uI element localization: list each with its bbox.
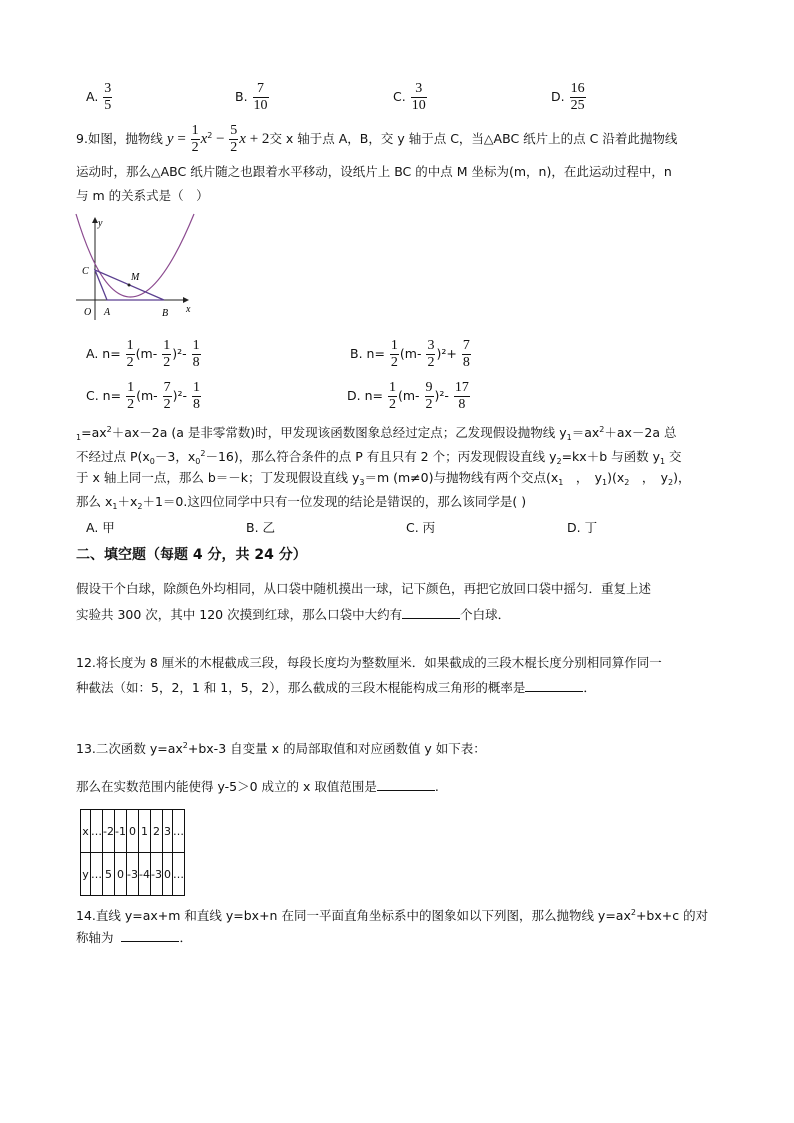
eq-y: y — [166, 131, 174, 147]
option-label: A. — [86, 89, 99, 104]
fraction — [454, 381, 470, 412]
fraction — [126, 381, 135, 412]
q13-value-table — [80, 809, 185, 896]
q8-option-c — [393, 82, 428, 113]
text: ＋1＝0.这四位同学中只有一位发现的结论是错误的，那么该同学是( ) — [142, 494, 527, 509]
fraction — [570, 82, 586, 113]
label-x: x — [186, 304, 191, 315]
table-cell: 3 — [162, 810, 172, 853]
text: . — [434, 779, 439, 794]
section-heading-fill-in: 二、填空题（每题 4 分，共 24 分） — [76, 547, 307, 563]
denominator: 2 — [388, 397, 396, 412]
option-label: C. — [393, 89, 406, 104]
numerator: 1 — [388, 380, 396, 395]
fraction — [162, 339, 171, 370]
parabola-curve — [76, 214, 194, 297]
table-cell: 2 — [150, 810, 162, 853]
label-o: O — [84, 307, 92, 318]
denominator: 2 — [390, 355, 398, 370]
eq-plus-two: + 2 — [245, 131, 270, 147]
fraction — [462, 339, 471, 370]
table-cell: -3 — [127, 853, 139, 896]
answer-blank — [121, 930, 179, 942]
denominator: 2 — [163, 397, 171, 412]
text: =kx＋b 与函数 y — [561, 449, 660, 464]
superscript: 2 — [200, 449, 206, 458]
fraction — [126, 339, 135, 370]
table-cell: 1 — [138, 810, 150, 853]
numerator: 16 — [570, 81, 585, 96]
table-cell: -1 — [115, 810, 127, 853]
answer-blank — [377, 779, 435, 791]
denominator: 2 — [427, 355, 435, 370]
q9-option-c — [86, 381, 202, 412]
table-row-y — [81, 853, 185, 896]
q14-line1 — [76, 901, 708, 927]
option-mid: (m- — [136, 388, 158, 403]
label-c: C — [82, 266, 89, 277]
text: 种截法（如：5，2，1 和 1，5，2），那么截成的三段木棍能构成三角形的概率是 — [76, 680, 526, 695]
text: 称轴为 — [76, 930, 114, 945]
option-label: B. n= — [350, 346, 385, 361]
q9-line3: 与 m 的关系式是（ ） — [76, 188, 209, 203]
option-label: D. — [551, 89, 565, 104]
text: )(x — [607, 470, 625, 485]
fraction — [388, 381, 397, 412]
subscript: 2 — [137, 502, 143, 511]
eq-minus: − — [212, 131, 229, 147]
fraction — [192, 339, 201, 370]
denominator: 10 — [253, 98, 268, 113]
numerator: 17 — [454, 380, 469, 395]
numerator: 1 — [192, 338, 200, 353]
label-a: A — [104, 307, 111, 318]
q10-option-a: A. 甲 — [86, 520, 115, 535]
subscript: 1 — [602, 478, 608, 487]
q8-option-d — [551, 82, 587, 113]
point-m — [128, 284, 131, 287]
option-label: B. — [235, 89, 248, 104]
text: ． — [583, 680, 596, 695]
numerator: 1 — [193, 380, 201, 395]
subscript: 2 — [624, 478, 630, 487]
text: ， y — [629, 470, 668, 485]
subscript: 0 — [195, 457, 201, 466]
option-label: D. n= — [347, 388, 383, 403]
superscript: 2 — [182, 741, 188, 750]
denominator: 8 — [193, 397, 201, 412]
text: ＝ax — [571, 425, 600, 440]
option-tail: )²- — [172, 388, 188, 403]
subscript: 1 — [659, 457, 666, 466]
denominator: 2 — [126, 355, 134, 370]
text: ， y — [563, 470, 602, 485]
numerator: 7 — [253, 82, 269, 98]
text: 交 — [665, 449, 682, 464]
label-m: M — [131, 272, 140, 283]
eq-equals: = — [173, 131, 190, 147]
text: ＋ax－2a 总 — [604, 425, 677, 440]
option-label: A. n= — [86, 346, 121, 361]
answer-blank — [402, 607, 460, 619]
table-cell: 0 — [127, 810, 139, 853]
text: 于 x 轴上同一点，那么 b＝－k；丁发现假设直线 y — [76, 470, 360, 485]
q9-parabola-figure — [70, 212, 200, 327]
denominator: 25 — [570, 98, 585, 113]
q10-line4 — [76, 490, 526, 518]
table-cell: 0 — [115, 853, 127, 896]
table-cell: -4 — [138, 853, 150, 896]
table-cell: -3 — [150, 853, 162, 896]
subscript: 1 — [76, 433, 82, 442]
q12-line1: 12.将长度为 8 厘米的木棍截成三段，每段长度均为整数厘米．如果截成的三段木棍长度分别相同算作同一 — [76, 655, 662, 670]
numerator: 1 — [163, 338, 171, 353]
numerator: 3 — [104, 81, 112, 96]
q12-line2 — [76, 676, 596, 699]
text: +bx-3 自变量 x 的局部取值和对应函数值 y 如下表： — [187, 741, 486, 756]
denominator: 5 — [104, 98, 112, 113]
numerator: 1 — [191, 123, 199, 138]
text: 那么 x — [76, 494, 113, 509]
q11-line1: 假设干个白球，除颜色外均相同，从口袋中随机摸出一球，记下颜色，再把它放回口袋中摇匀．重复上述 — [76, 581, 652, 596]
label-b: B — [162, 308, 169, 319]
denominator: 8 — [192, 355, 200, 370]
fraction — [253, 82, 269, 113]
fraction — [192, 381, 201, 412]
q9-line1 — [76, 124, 677, 155]
fraction — [425, 381, 434, 412]
q9-suffix: 交 x 轴于点 A，B，交 y 轴于点 C，当△ABC 纸片上的点 C 沿着此抛物线 — [269, 131, 678, 146]
answer-blank — [525, 680, 583, 692]
q9-prefix: 9.如图，抛物线 — [76, 131, 163, 146]
table-cell: 0 — [162, 853, 172, 896]
text: 实验共 300 次，其中 120 次摸到红球，那么口袋中大约有 — [76, 607, 403, 622]
text: －16)，那么符合条件的点 P 有且只有 2 个；丙发现假设直线 y — [205, 449, 557, 464]
q9-option-b — [350, 339, 472, 370]
text: 14.直线 y=ax+m 和直线 y=bx+n 在同一平面直角坐标系中的图象如以下列图，那么抛物线 y=ax — [76, 908, 631, 923]
fraction — [426, 339, 435, 370]
table-cell: y — [81, 853, 91, 896]
denominator: 2 — [230, 140, 238, 155]
q10-option-d: D. 丁 — [567, 520, 598, 535]
label-y: y — [98, 218, 103, 229]
subscript: 0 — [149, 457, 155, 466]
q11-line2 — [76, 603, 510, 626]
option-mid: (m- — [399, 346, 422, 361]
q13-line1 — [76, 734, 486, 760]
q9-line2: 运动时，那么△ABC 纸片随之也跟着水平移动，设纸片上 BC 的中点 M 坐标为(m，n)，在此运动过程中，n — [76, 164, 672, 179]
text: ＋ax－2a (a 是非零常数)时，甲发现该函数图象总经过定点；乙发现假设抛物线 y — [111, 425, 567, 440]
fraction — [191, 124, 200, 155]
denominator: 2 — [163, 355, 171, 370]
text: 13.二次函数 y=ax — [76, 741, 183, 756]
numerator: 1 — [127, 380, 135, 395]
denominator: 2 — [191, 140, 199, 155]
text: =ax — [81, 425, 107, 440]
table-cell: -2 — [103, 810, 115, 853]
q9-option-d — [347, 381, 471, 412]
text: －3，x — [154, 449, 196, 464]
text: ． — [179, 930, 192, 945]
eq-x: x — [239, 131, 246, 147]
numerator: 9 — [425, 380, 433, 395]
numerator: 1 — [126, 338, 134, 353]
table-cell: 5 — [103, 853, 115, 896]
subscript: 1 — [112, 502, 118, 511]
text: 个白球． — [460, 607, 511, 622]
superscript: 2 — [207, 131, 213, 140]
denominator: 8 — [458, 397, 466, 412]
subscript: 1 — [566, 433, 572, 442]
table-cell: … — [91, 810, 103, 853]
subscript: 2 — [556, 457, 562, 466]
option-tail: )²+ — [436, 346, 457, 361]
text: ＝m (m≠0)与抛物线有两个交点(x — [364, 470, 559, 485]
table-cell: … — [172, 853, 184, 896]
q8-option-b — [235, 82, 270, 113]
q8-option-a — [86, 82, 113, 113]
denominator: 2 — [425, 397, 433, 412]
table-cell: … — [91, 853, 103, 896]
text: +bx+c 的对 — [635, 908, 709, 923]
numerator: 5 — [230, 123, 238, 138]
fraction — [229, 124, 238, 155]
option-tail: )²- — [434, 388, 449, 403]
eq-x: x — [200, 131, 208, 147]
fraction — [411, 82, 427, 113]
text: 那么在实数范围内能使得 y-5＞0 成立的 x 取值范围是 — [76, 779, 377, 794]
numerator: 7 — [462, 338, 470, 353]
denominator: 8 — [462, 355, 470, 370]
table-row-x — [81, 810, 185, 853]
option-mid: (m- — [135, 346, 158, 361]
option-label: C. n= — [86, 388, 122, 403]
q9-option-a — [86, 339, 202, 370]
table-cell: x — [81, 810, 91, 853]
q14-line2 — [76, 926, 192, 949]
text: 不经过点 P(x — [76, 449, 150, 464]
subscript: 1 — [558, 478, 564, 487]
denominator: 10 — [411, 98, 426, 113]
q10-option-b: B. 乙 — [246, 520, 276, 535]
q13-line2 — [76, 775, 439, 798]
text: ＋x — [117, 494, 138, 509]
table-cell: … — [172, 810, 184, 853]
option-mid: (m- — [397, 388, 420, 403]
numerator: 3 — [427, 338, 435, 353]
fraction — [103, 82, 112, 113]
fraction — [390, 339, 399, 370]
superscript: 2 — [630, 908, 636, 917]
text: )， — [673, 470, 691, 485]
denominator: 2 — [127, 397, 135, 412]
option-tail: )²- — [172, 346, 187, 361]
numerator: 1 — [390, 338, 398, 353]
numerator: 7 — [163, 380, 171, 395]
fraction — [163, 381, 172, 412]
subscript: 2 — [668, 478, 674, 487]
numerator: 3 — [411, 82, 427, 98]
superscript: 2 — [599, 425, 605, 434]
subscript: 3 — [359, 478, 365, 487]
superscript: 2 — [106, 425, 112, 434]
q10-option-c: C. 丙 — [406, 520, 436, 535]
